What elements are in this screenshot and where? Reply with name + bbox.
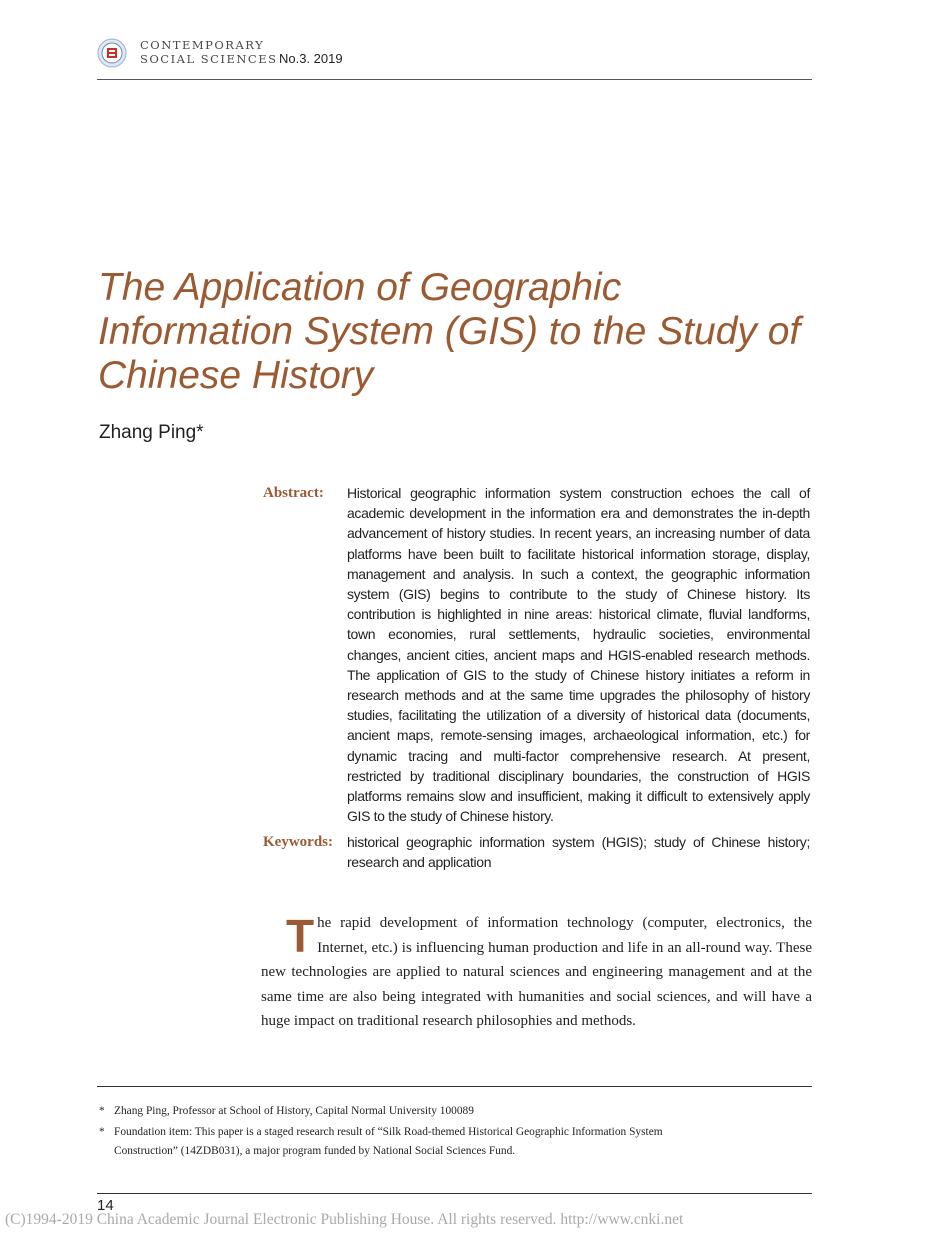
journal-name-line2: SOCIAL SCIENCES bbox=[140, 52, 278, 66]
body-paragraph bbox=[261, 911, 812, 1034]
abstract-label: Abstract: bbox=[263, 485, 324, 501]
journal-name-line1: CONTEMPORARY bbox=[140, 38, 265, 52]
keywords-label: Keywords: bbox=[263, 834, 333, 850]
footnote-author-text: Zhang Ping, Professor at School of History, Capital Normal University 100089 bbox=[114, 1105, 474, 1117]
footnote-funding-line2: Construction” (14ZDB031), a major program funded by National Social Sciences Fund. bbox=[114, 1144, 516, 1157]
header-divider bbox=[97, 79, 812, 80]
footnote-funding-line1: Foundation item: This paper is a staged research result of “Silk Road-themed Historical Geographic Information System bbox=[114, 1126, 663, 1138]
abstract-text: Historical geographic information system construction echoes the call of academic development in the information era and demonstrates the in-depth advancement of history studies. In recent years, an increasing number of data platforms have been built to facilitate historical information storage, display, management and analysis. In such a context, the geographic information system (GIS) begins to contribute to the study of Chinese history. Its contribution is highlighted in nine areas: historical climate, fluvial landforms, town economies, rural settlements, hydraulic societies, environmental changes, ancient cities, ancient maps and HGIS-enabled research methods. The application of GIS to the study of Chinese history initiates a reform in research methods and at the same time upgrades the philosophy of history studies, facilitating the utilization of a diversity of historical data (documents, ancient maps, remote-sensing images, archaeological information, etc.) for dynamic tracing and multi-factor comprehensive research. At present, restricted by traditional disciplinary boundaries, the construction of HGIS platforms remains slow and insufficient, making it difficult to extensively apply GIS to the study of Chinese history. bbox=[347, 485, 810, 825]
footnote-marker: * bbox=[99, 1126, 105, 1138]
footnote-divider bbox=[97, 1086, 812, 1087]
page-number: 14 bbox=[97, 1197, 114, 1214]
journal-name bbox=[140, 38, 278, 66]
journal-seal-icon bbox=[97, 38, 127, 68]
drop-cap: T bbox=[286, 910, 315, 962]
running-header bbox=[97, 36, 812, 82]
footnote-author bbox=[99, 1102, 810, 1121]
footer-divider bbox=[97, 1193, 812, 1194]
author-name: Zhang Ping* bbox=[99, 422, 204, 443]
footnote-marker: * bbox=[99, 1105, 105, 1117]
issue-number: No.3. 2019 bbox=[279, 51, 343, 66]
article-title: The Application of Geographic Information System (GIS) to the Study of Chinese History bbox=[98, 266, 801, 397]
copyright-notice: (C)1994-2019 China Academic Journal Electronic Publishing House. All rights reserved. http://www.cnki.net bbox=[5, 1211, 684, 1228]
body-text: he rapid development of information technology (computer, electronics, the Internet, etc.) is influencing human production and life in an all-round way. These new technologies are applied to natural sciences and engineering management and at the same time are also being integrated with humanities and social sciences, and will have a huge impact on traditional research philosophies and methods. bbox=[261, 915, 812, 1030]
keywords-text: historical geographic information system (HGIS); study of Chinese history; research and application bbox=[347, 834, 810, 871]
footnote-funding bbox=[99, 1123, 810, 1160]
